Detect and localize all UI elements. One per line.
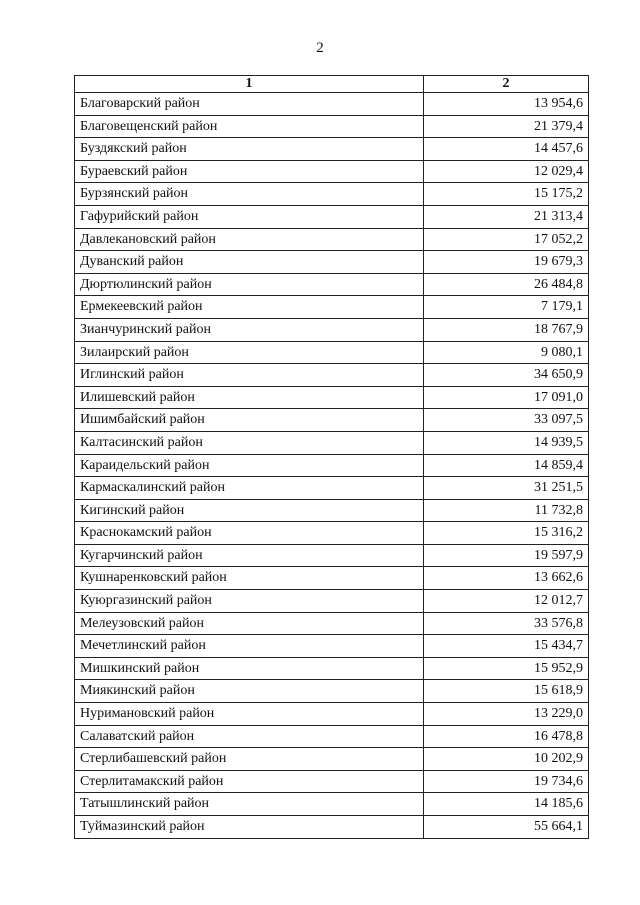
amount-cell: 21 313,4 <box>424 205 589 228</box>
district-name-cell: Туймазинский район <box>75 816 424 839</box>
table-row <box>75 612 589 635</box>
amount-cell: 55 664,1 <box>424 816 589 839</box>
table-row <box>75 160 589 183</box>
amount-cell: 19 679,3 <box>424 251 589 274</box>
amount-cell: 33 097,5 <box>424 409 589 432</box>
table-row <box>75 318 589 341</box>
table-row <box>75 725 589 748</box>
amount-cell: 14 939,5 <box>424 431 589 454</box>
district-name-cell: Гафурийский район <box>75 205 424 228</box>
table-row <box>75 251 589 274</box>
amount-cell: 15 434,7 <box>424 635 589 658</box>
district-name-cell: Мишкинский район <box>75 657 424 680</box>
amount-cell: 17 052,2 <box>424 228 589 251</box>
district-name-cell: Мелеузовский район <box>75 612 424 635</box>
table-row <box>75 748 589 771</box>
page-number: 2 <box>316 40 324 56</box>
table-row <box>75 205 589 228</box>
table-row <box>75 499 589 522</box>
district-name-cell: Куюргазинский район <box>75 590 424 613</box>
table-row <box>75 567 589 590</box>
amount-cell: 11 732,8 <box>424 499 589 522</box>
amount-cell: 26 484,8 <box>424 273 589 296</box>
table-row <box>75 296 589 319</box>
district-name-cell: Кармаскалинский район <box>75 477 424 500</box>
district-name-cell: Зилаирский район <box>75 341 424 364</box>
district-name-cell: Бурзянский район <box>75 183 424 206</box>
amount-cell: 13 229,0 <box>424 703 589 726</box>
table-row <box>75 703 589 726</box>
table-row <box>75 228 589 251</box>
district-name-cell: Караидельский район <box>75 454 424 477</box>
table-row <box>75 364 589 387</box>
district-name-cell: Дюртюлинский район <box>75 273 424 296</box>
amount-cell: 15 952,9 <box>424 657 589 680</box>
amount-cell: 19 734,6 <box>424 770 589 793</box>
column-header-1: 1 <box>75 76 424 93</box>
amount-cell: 12 029,4 <box>424 160 589 183</box>
district-name-cell: Мечетлинский район <box>75 635 424 658</box>
amount-cell: 15 618,9 <box>424 680 589 703</box>
table-row <box>75 793 589 816</box>
table-row <box>75 657 589 680</box>
district-name-cell: Краснокамский район <box>75 522 424 545</box>
amount-cell: 17 091,0 <box>424 386 589 409</box>
amount-cell: 12 012,7 <box>424 590 589 613</box>
amount-cell: 14 457,6 <box>424 138 589 161</box>
amount-cell: 14 859,4 <box>424 454 589 477</box>
amount-cell: 31 251,5 <box>424 477 589 500</box>
amount-cell: 19 597,9 <box>424 544 589 567</box>
district-name-cell: Стерлитамакский район <box>75 770 424 793</box>
column-header-2: 2 <box>424 76 589 93</box>
district-name-cell: Дуванский район <box>75 251 424 274</box>
table-row <box>75 590 589 613</box>
district-table <box>74 75 589 839</box>
district-name-cell: Давлекановский район <box>75 228 424 251</box>
table-row <box>75 93 589 116</box>
table-row <box>75 680 589 703</box>
amount-cell: 15 316,2 <box>424 522 589 545</box>
amount-cell: 7 179,1 <box>424 296 589 319</box>
amount-cell: 14 185,6 <box>424 793 589 816</box>
table-row <box>75 273 589 296</box>
district-name-cell: Стерлибашевский район <box>75 748 424 771</box>
district-name-cell: Благоварский район <box>75 93 424 116</box>
table-row <box>75 115 589 138</box>
district-name-cell: Ишимбайский район <box>75 409 424 432</box>
district-name-cell: Кигинский район <box>75 499 424 522</box>
district-name-cell: Иглинский район <box>75 364 424 387</box>
amount-cell: 34 650,9 <box>424 364 589 387</box>
district-name-cell: Ермекеевский район <box>75 296 424 319</box>
district-name-cell: Миякинский район <box>75 680 424 703</box>
table-row <box>75 138 589 161</box>
table-row <box>75 183 589 206</box>
table-row <box>75 770 589 793</box>
table-row <box>75 454 589 477</box>
amount-cell: 33 576,8 <box>424 612 589 635</box>
table-row <box>75 431 589 454</box>
district-name-cell: Татышлинский район <box>75 793 424 816</box>
amount-cell: 15 175,2 <box>424 183 589 206</box>
district-name-cell: Бураевский район <box>75 160 424 183</box>
amount-cell: 13 954,6 <box>424 93 589 116</box>
table-row <box>75 522 589 545</box>
district-name-cell: Кугарчинский район <box>75 544 424 567</box>
table-row <box>75 386 589 409</box>
district-name-cell: Кушнаренковский район <box>75 567 424 590</box>
table-row <box>75 816 589 839</box>
table-body <box>75 93 589 839</box>
district-name-cell: Благовещенский район <box>75 115 424 138</box>
amount-cell: 18 767,9 <box>424 318 589 341</box>
amount-cell: 9 080,1 <box>424 341 589 364</box>
district-name-cell: Нуримановский район <box>75 703 424 726</box>
table-row <box>75 477 589 500</box>
district-name-cell: Илишевский район <box>75 386 424 409</box>
district-name-cell: Буздякский район <box>75 138 424 161</box>
district-name-cell: Салаватский район <box>75 725 424 748</box>
amount-cell: 13 662,6 <box>424 567 589 590</box>
district-name-cell: Зианчуринский район <box>75 318 424 341</box>
table-row <box>75 409 589 432</box>
table-header-row <box>75 76 589 93</box>
table-row <box>75 341 589 364</box>
table-row <box>75 635 589 658</box>
table-row <box>75 544 589 567</box>
amount-cell: 10 202,9 <box>424 748 589 771</box>
amount-cell: 16 478,8 <box>424 725 589 748</box>
district-name-cell: Калтасинский район <box>75 431 424 454</box>
amount-cell: 21 379,4 <box>424 115 589 138</box>
